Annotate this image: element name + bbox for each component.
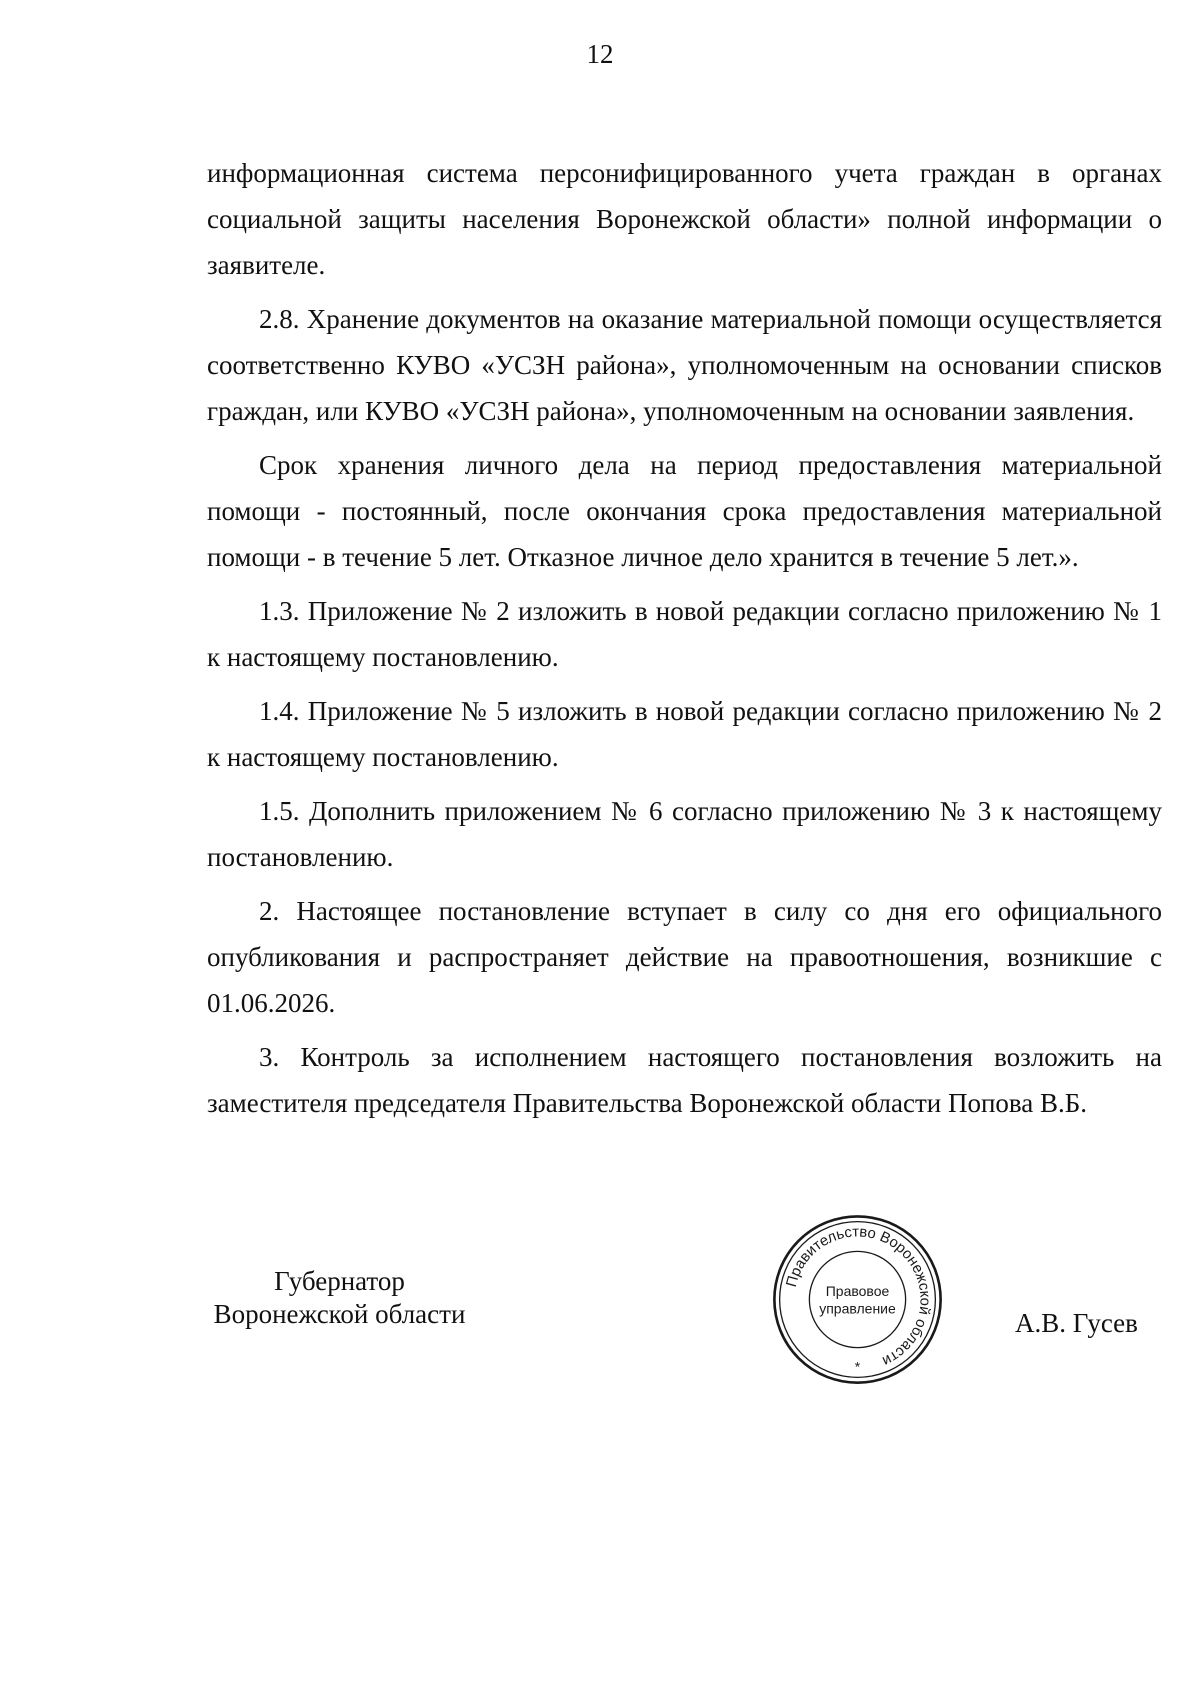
official-seal bbox=[770, 1212, 945, 1387]
document-body bbox=[207, 150, 1162, 1134]
seal-ring-text: Правительство Воронежской области bbox=[783, 1224, 933, 1369]
paragraph: 1.3. Приложение № 2 изложить в новой редакции согласно приложению № 1 к настоящему постановлению. bbox=[207, 596, 1162, 672]
paragraph: 3. Контроль за исполнением настоящего постановления возложить на заместителя председателя Правительства Воронежской области Попова В.Б. bbox=[207, 1042, 1162, 1118]
paragraph: Срок хранения личного дела на период предоставления материальной помощи - постоянный, после окончания срока предоставления материальной помощи - в течение 5 лет. Отказное личное дело хранится в течение 5 лет.». bbox=[207, 450, 1162, 572]
seal-inner-ring bbox=[780, 1222, 936, 1378]
paragraph: 1.4. Приложение № 5 изложить в новой редакции согласно приложению № 2 к настоящему постановлению. bbox=[207, 696, 1162, 772]
seal-center-line2: управление bbox=[819, 1300, 896, 1317]
seal-center-line1: Правовое bbox=[825, 1283, 890, 1299]
seal-center-ring bbox=[809, 1251, 905, 1347]
signatory-title-line2: Воронежской области bbox=[213, 1299, 466, 1329]
signatory-title-line1: Губернатор bbox=[274, 1266, 405, 1296]
signatory-name: А.В. Гусев bbox=[1015, 1308, 1138, 1338]
page-number: 12 bbox=[586, 39, 614, 69]
signatory-title bbox=[202, 1265, 477, 1331]
seal-star-mark: * bbox=[854, 1358, 861, 1375]
paragraph: 1.5. Дополнить приложением № 6 согласно приложению № 3 к настоящему постановлению. bbox=[207, 796, 1162, 872]
paragraph: информационная система персонифицированного учета граждан в органах социальной защиты населения Воронежской области» полной информации о заявителе. bbox=[207, 158, 1162, 280]
paragraph: 2. Настоящее постановление вступает в силу со дня его официального опубликования и распространяет действие на правоотношения, возникшие с 01.06.2026. bbox=[207, 896, 1162, 1018]
paragraph: 2.8. Хранение документов на оказание материальной помощи осуществляется соответственно КУВО «УСЗН района», уполномоченным на основании списков граждан, или КУВО «УСЗН района», уполномоченным на основании заявления. bbox=[207, 304, 1162, 426]
